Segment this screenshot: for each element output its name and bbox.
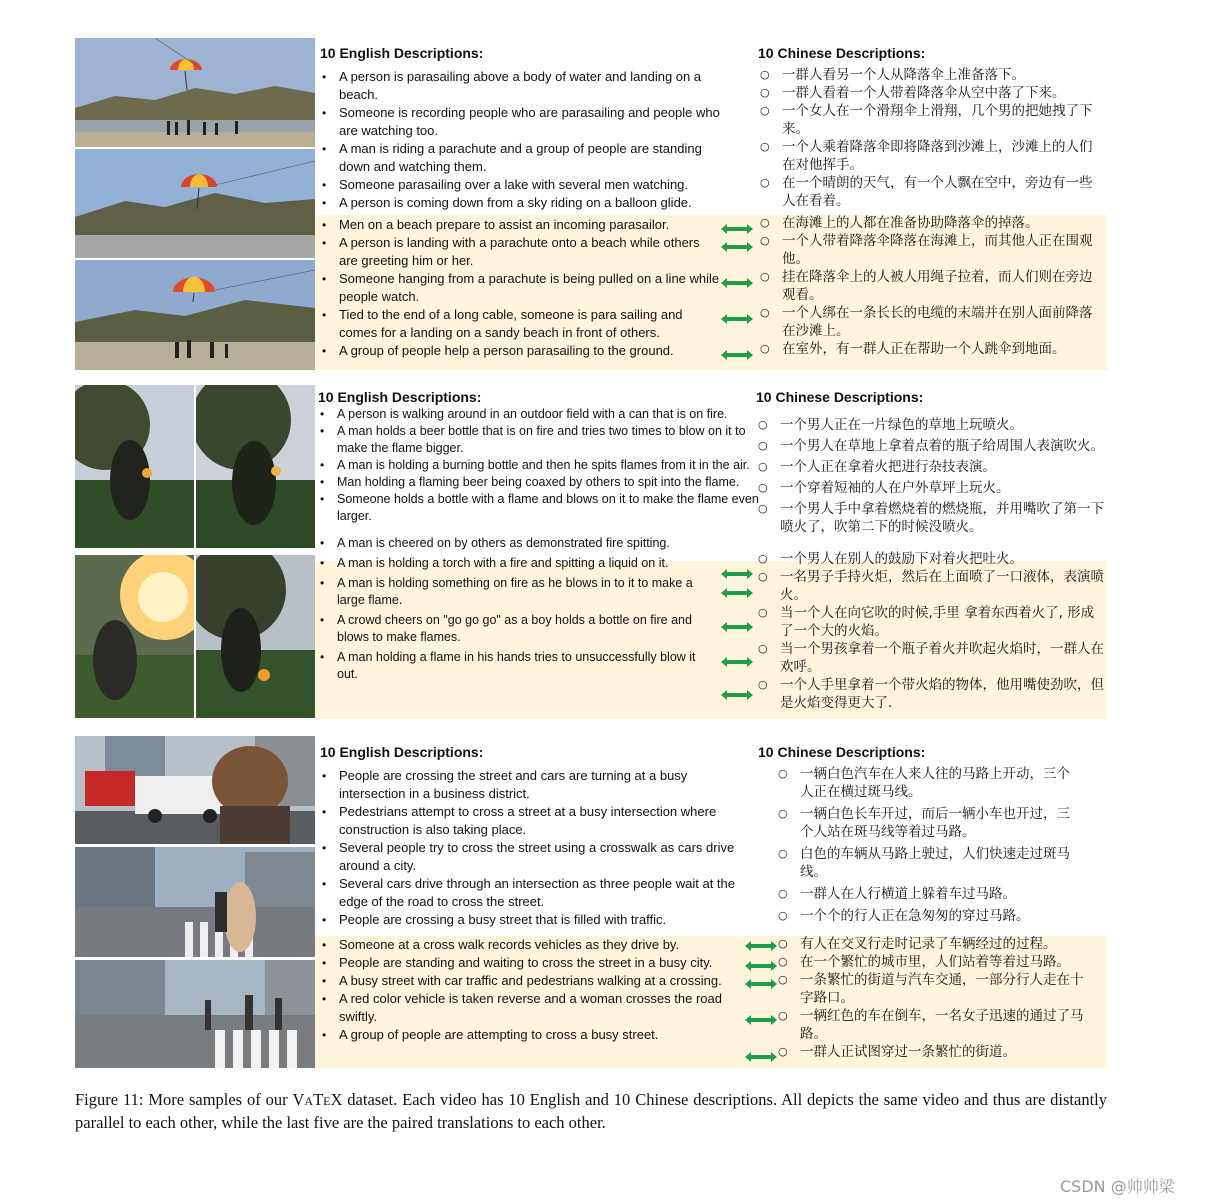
chinese-title: 10 Chinese Descriptions: — [758, 744, 926, 760]
chinese-title: 10 Chinese Descriptions: — [758, 45, 926, 61]
caption-prefix: Figure 11: More samples of our — [75, 1090, 293, 1109]
double-arrow-icon — [745, 1015, 777, 1025]
chinese-description: ○ 一个男人正在一片绿色的草地上玩喷火。 — [756, 416, 1104, 434]
chinese-descriptions — [758, 743, 1103, 1061]
chinese-paired-description: ○ 一个人带着降落伞降落在海滩上，而其他人正在围观他。 — [758, 232, 1103, 268]
english-paired-description: • A person is landing with a parachute onto a beach while others are greeting him or her. — [320, 234, 720, 270]
chinese-description: ○ 一辆白色长车开过，而后一辆小车也开过，三个人站在斑马线等着过马路。 — [776, 805, 1081, 841]
english-parallel-list — [320, 68, 720, 212]
chinese-descriptions — [758, 44, 1103, 358]
chinese-parallel-list — [758, 765, 1081, 925]
english-paired-description: • People are standing and waiting to cross the street in a busy city. — [320, 954, 735, 972]
chinese-parallel-list — [756, 416, 1104, 536]
chinese-paired-description: ○ 在海滩上的人都在准备协助降落伞的掉落。 — [758, 214, 1103, 232]
chinese-description: ○ 在一个晴朗的天气，有一个人飘在空中，旁边有一些人在看着。 — [758, 174, 1103, 210]
chinese-description: ○ 一个个的行人正在急匆匆的穿过马路。 — [776, 907, 1081, 925]
english-title: 10 English Descriptions: — [318, 389, 482, 405]
figure-caption — [75, 1088, 1107, 1134]
caption-suffix: dataset. Each video has 10 English and 10 Chinese descriptions. All depicts the same video and thus are distantly parallel to each other, while the last five are the paired translations to each other. — [75, 1090, 1107, 1132]
english-description: • A man is riding a parachute and a group of people are standing down and watching them. — [320, 140, 720, 176]
chinese-description: ○ 一群人看着一个人带着降落伞从空中落了下来。 — [758, 84, 1103, 102]
video-frame — [75, 847, 315, 957]
english-description: • Someone is recording people who are parasailing and people who are watching too. — [320, 104, 720, 140]
english-paired-description: • A busy street with car traffic and pedestrians walking at a crossing. — [320, 972, 735, 990]
english-description: • A man holds a beer bottle that is on fire and tries two times to blow on it to make the flame bigger. — [318, 423, 760, 457]
video-frame — [75, 260, 315, 370]
double-arrow-icon — [721, 588, 753, 598]
double-arrow-icon — [745, 941, 777, 951]
english-title: 10 English Descriptions: — [320, 744, 484, 760]
english-description: • Several people try to cross the street using a crosswalk as cars drive around a city. — [320, 839, 745, 875]
double-arrow-icon — [721, 622, 753, 632]
english-paired-description: • Men on a beach prepare to assist an incoming parasailor. — [320, 216, 720, 234]
english-paired-list — [320, 936, 735, 1044]
watermark: CSDN @帅帅梁 — [1060, 1177, 1175, 1196]
english-title: 10 English Descriptions: — [320, 45, 484, 61]
double-arrow-icon — [721, 242, 753, 252]
double-arrow-icon — [721, 350, 753, 360]
chinese-paired-description: ○ 在室外，有一群人正在帮助一个人跳伞到地面。 — [758, 340, 1103, 358]
chinese-parallel-list — [758, 66, 1103, 210]
chinese-paired-description: ○ 当一个人在向它吹的时候,手里 拿着东西着火了, 形成了一个大的火焰。 — [756, 604, 1104, 640]
chinese-paired-list — [758, 935, 1103, 1061]
video-frame — [196, 385, 315, 548]
english-descriptions — [320, 44, 720, 360]
english-parallel-list — [320, 767, 745, 929]
chinese-paired-description: ○ 一个人手里拿着一个带火焰的物体，他用嘴使劲吹，但是火焰变得更大了. — [756, 676, 1104, 712]
chinese-description: ○ 一群人看另一个人从降落伞上准备落下。 — [758, 66, 1103, 84]
sample-fire-spitting — [75, 385, 1107, 720]
double-arrow-icon — [721, 224, 753, 234]
video-frame — [75, 149, 315, 258]
sample-crosswalk — [75, 736, 1107, 1068]
double-arrow-icon — [745, 1052, 777, 1062]
english-parallel-list — [318, 406, 760, 525]
english-paired-description: • A man is holding a torch with a fire and spitting a liquid on it. — [318, 555, 713, 572]
chinese-description: ○ 一个女人在一个滑翔伞上滑翔，几个男的把她拽了下来。 — [758, 102, 1103, 138]
english-description: • Several cars drive through an intersection as three people wait at the edge of the road to cross the street. — [320, 875, 745, 911]
english-descriptions — [318, 388, 760, 683]
sample-parasailing — [75, 38, 1107, 370]
chinese-description: ○ 一个穿着短袖的人在户外草坪上玩火。 — [756, 479, 1104, 497]
double-arrow-icon — [721, 657, 753, 667]
video-frame — [75, 960, 315, 1068]
double-arrow-icon — [745, 979, 777, 989]
english-paired-description: • A group of people help a person parasailing to the ground. — [320, 342, 720, 360]
english-paired-description: • A crowd cheers on "go go go" as a boy holds a bottle on fire and blows to make flames. — [318, 612, 713, 646]
chinese-description: ○ 白色的车辆从马路上驶过，人们快速走过斑马线。 — [776, 845, 1081, 881]
english-description: • A man is holding a burning bottle and then he spits flames from it in the air. — [318, 457, 760, 474]
english-paired-list — [318, 535, 713, 683]
chinese-paired-description: ○ 一条繁忙的街道与汽车交通，一部分行人走在十字路口。 — [776, 971, 1090, 1007]
english-description: • People are crossing a busy street that is filled with traffic. — [320, 911, 745, 929]
double-arrow-icon — [721, 278, 753, 288]
chinese-paired-description: ○ 一群人正试图穿过一条繁忙的街道。 — [776, 1043, 1103, 1061]
english-paired-description: • A man holding a flame in his hands tries to unsuccessfully blow it out. — [318, 649, 713, 683]
video-frame — [75, 736, 315, 844]
english-paired-description: • Tied to the end of a long cable, someone is para sailing and comes for a landing on a sandy beach in front of others. — [320, 306, 720, 342]
chinese-title: 10 Chinese Descriptions: — [756, 389, 924, 405]
chinese-description: ○ 一个男人手中拿着燃烧着的燃烧瓶，并用嘴吹了第一下喷火了，吹第二下的时候没喷火。 — [756, 500, 1104, 536]
english-descriptions — [320, 743, 745, 1044]
english-paired-description: • A man is cheered on by others as demonstrated fire spitting. — [318, 535, 713, 552]
english-paired-list — [320, 216, 720, 360]
chinese-paired-description: ○ 在一个繁忙的城市里，人们站着等着过马路。 — [776, 953, 1103, 971]
english-description: • Man holding a flaming beer being coaxed by others to spit into the flame. — [318, 474, 760, 491]
chinese-description: ○ 一个男人在草地上拿着点着的瓶子给周围人表演吹火。 — [756, 437, 1104, 455]
english-description: • Pedestrians attempt to cross a street at a busy intersection where construction is also taking place. — [320, 803, 745, 839]
video-frame — [75, 385, 194, 548]
chinese-paired-description: ○ 一个男人在别人的鼓励下对着火把吐火。 — [756, 550, 1104, 568]
english-description: • Someone holds a bottle with a flame and blows on it to make the flame even larger. — [318, 491, 760, 525]
double-arrow-icon — [745, 961, 777, 971]
chinese-descriptions — [756, 388, 1104, 712]
double-arrow-icon — [721, 569, 753, 579]
video-frame — [75, 555, 194, 718]
chinese-paired-list — [756, 550, 1104, 712]
double-arrow-icon — [721, 314, 753, 324]
english-description: • A person is parasailing above a body of water and landing on a beach. — [320, 68, 720, 104]
english-paired-description: • A group of people are attempting to cross a busy street. — [320, 1026, 735, 1044]
video-frame — [196, 555, 315, 718]
chinese-paired-description: ○ 一辆红色的车在倒车，一名女子迅速的通过了马路。 — [776, 1007, 1090, 1043]
english-paired-description: • Someone hanging from a parachute is being pulled on a line while people watch. — [320, 270, 720, 306]
chinese-paired-description: ○ 挂在降落伞上的人被人用绳子拉着，而人们则在旁边观看。 — [758, 268, 1103, 304]
chinese-description: ○ 一个人正在拿着火把进行杂技表演。 — [756, 458, 1104, 476]
chinese-description: ○ 一个人乘着降落伞即将降落到沙滩上，沙滩上的人们在对他挥手。 — [758, 138, 1103, 174]
double-arrow-icon — [721, 690, 753, 700]
english-description: • A person is coming down from a sky riding on a balloon glide. — [320, 194, 720, 212]
chinese-description: ○ 一辆白色汽车在人来人往的马路上开动，三个人正在横过斑马线。 — [776, 765, 1081, 801]
english-paired-description: • A red color vehicle is taken reverse and a woman crosses the road swiftly. — [320, 990, 735, 1026]
chinese-paired-description: ○ 当一个男孩拿着一个瓶子着火并吹起火焰时，一群人在欢呼。 — [756, 640, 1104, 676]
english-paired-description: • A man is holding something on fire as he blows in to it to make a large flame. — [318, 575, 713, 609]
english-paired-description: • Someone at a cross walk records vehicles as they drive by. — [320, 936, 735, 954]
chinese-paired-description: ○ 有人在交叉行走时记录了车辆经过的过程。 — [776, 935, 1103, 953]
chinese-paired-description: ○ 一名男子手持火炬，然后在上面喷了一口液体，表演喷火。 — [756, 568, 1104, 604]
chinese-paired-description: ○ 一个人绑在一条长长的电缆的末端并在别人面前降落在沙滩上。 — [758, 304, 1103, 340]
english-description: • Someone parasailing over a lake with several men watching. — [320, 176, 720, 194]
video-frame — [75, 38, 315, 147]
english-description: • People are crossing the street and cars are turning at a busy intersection in a business district. — [320, 767, 745, 803]
dataset-name: VaTeX — [292, 1090, 343, 1109]
english-description: • A person is walking around in an outdoor field with a can that is on fire. — [318, 406, 760, 423]
chinese-description: ○ 一群人在人行横道上躲着车过马路。 — [776, 885, 1081, 903]
chinese-paired-list — [758, 214, 1103, 358]
